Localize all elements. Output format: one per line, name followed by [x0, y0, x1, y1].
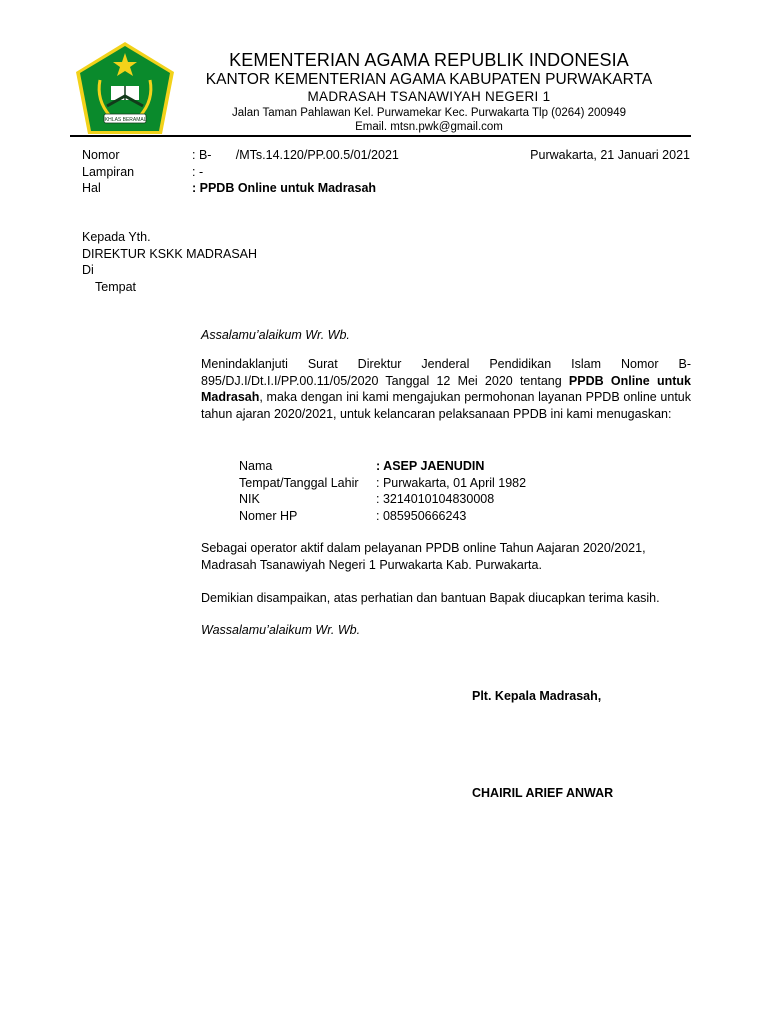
meta-nomor-row: [82, 147, 694, 164]
recipient-name: DIREKTUR KSKK MADRASAH: [82, 246, 258, 261]
recipient-greeting: Kepada Yth.: [82, 230, 151, 244]
hal-value: : PPDB Online untuk Madrasah: [192, 181, 377, 195]
meta-lampiran-row: [82, 164, 694, 181]
ministry-of-religion-logo: [74, 40, 176, 136]
para1-subject: PPDB Online untuk Madrasah: [201, 373, 691, 404]
body-paragraph-3: Demikian disampaikan, atas perhatian dan bantuan Bapak diucapkan terima kasih.: [201, 591, 660, 605]
letter-meta: [82, 147, 694, 197]
recipient-tempat: Tempat: [95, 279, 136, 294]
place-date: Purwakarta, 21 Januari 2021: [530, 148, 690, 162]
lampiran-value: : -: [192, 164, 204, 179]
identity-key: Nomer HP: [239, 508, 298, 523]
identity-value: : 085950666243: [376, 508, 467, 523]
letterhead: [190, 50, 668, 134]
identity-value: : ASEP JAENUDIN: [376, 459, 485, 473]
para2-line-1: Sebagai operator aktif dalam pelayanan PPDB online Tahun Aajaran 2020/2021,: [201, 541, 646, 555]
identity-row: [239, 491, 659, 508]
hal-label: Hal: [82, 181, 101, 195]
identity-value: : 3214010104830008: [376, 492, 495, 506]
body-paragraph-1: [201, 356, 691, 422]
body-paragraph-2: [201, 540, 691, 573]
recipient-block: [82, 229, 257, 295]
identity-key: Nama: [239, 459, 273, 473]
signatory-title: Plt. Kepala Madrasah,: [472, 689, 602, 703]
letterhead-address: Jalan Taman Pahlawan Kel. Purwamekar Kec. Purwakarta Tlp (0264) 200949: [232, 107, 626, 119]
letterhead-divider: [70, 135, 691, 137]
letterhead-office: KANTOR KEMENTERIAN AGAMA KABUPATEN PURWAKARTA: [205, 71, 653, 88]
identity-value: : Purwakarta, 01 April 1982: [376, 475, 527, 490]
opening-salutation: Assalamu’alaikum Wr. Wb.: [201, 328, 350, 342]
para1-text-a: Menindaklanjuti Surat Direktur Jenderal Pendidikan Islam Nomor B-895/DJ.I/Dt.I.I/PP.00.11/05/2020 Tanggal 12 Mei 2020 tentang: [201, 357, 691, 388]
para2-line-2: Madrasah Tsanawiyah Negeri 1 Purwakarta Kab. Purwakarta.: [201, 557, 542, 572]
assignee-identity: [239, 458, 659, 524]
identity-key: NIK: [239, 492, 260, 506]
recipient-di: Di: [82, 263, 94, 277]
nomor-value: : B- /MTs.14.120/PP.00.5/01/2021: [192, 148, 399, 162]
logo-motto-text: IKHLAS BERAMAL: [103, 117, 147, 123]
identity-row: [239, 508, 659, 525]
identity-key: Tempat/Tanggal Lahir: [239, 475, 359, 490]
letterhead-school: MADRASAH TSANAWIYAH NEGERI 1: [307, 89, 551, 104]
meta-hal-row: [82, 180, 694, 197]
signatory-name: CHAIRIL ARIEF ANWAR: [472, 786, 614, 800]
identity-row: [239, 475, 659, 492]
closing-salutation: Wassalamu’alaikum Wr. Wb.: [201, 623, 361, 637]
nomor-label: Nomor: [82, 148, 120, 162]
identity-row: [239, 458, 659, 475]
para1-text-b: , maka dengan ini kami mengajukan permohonan layanan PPDB online untuk tahun ajaran 2020/2021, untuk kelancaran pelaksanaan PPDB ini kami menugaskan:: [201, 390, 691, 421]
lampiran-label: Lampiran: [82, 164, 135, 179]
letterhead-ministry: KEMENTERIAN AGAMA REPUBLIK INDONESIA: [229, 50, 629, 70]
letterhead-email: Email. mtsn.pwk@gmail.com: [355, 121, 503, 133]
